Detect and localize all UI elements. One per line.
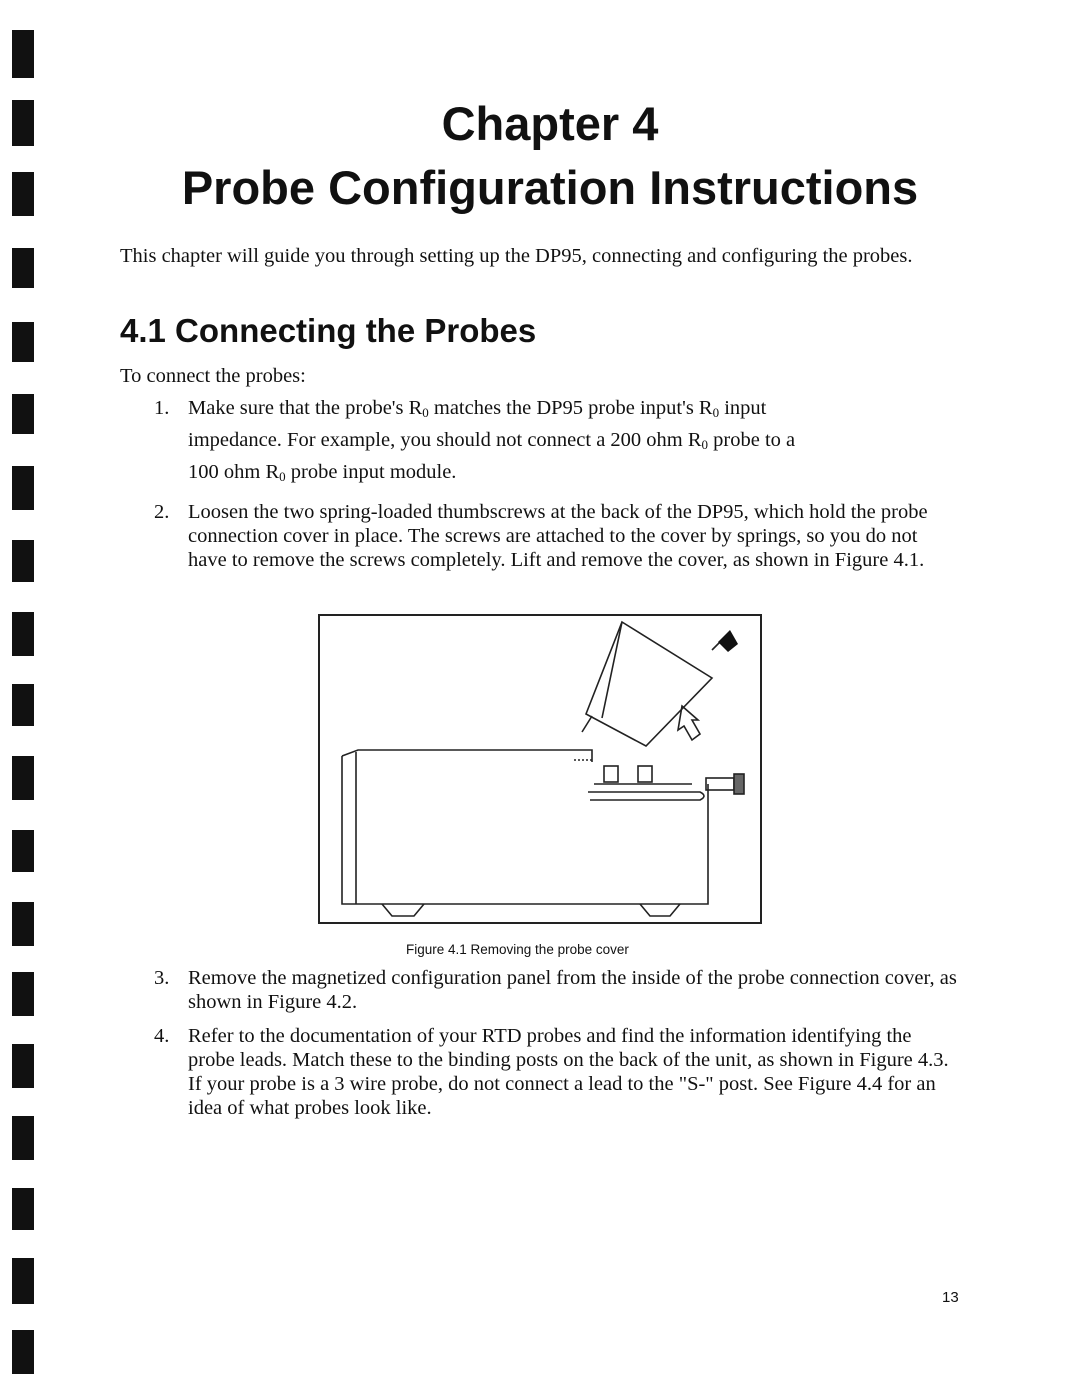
edge-mark	[12, 172, 34, 216]
binding-post	[638, 766, 652, 782]
edge-mark	[12, 1044, 34, 1088]
step-1-line-3	[188, 460, 456, 489]
thumbscrew-knob-icon	[718, 630, 738, 652]
edge-mark	[12, 1258, 34, 1304]
probe-cover-illustration	[320, 616, 760, 922]
rear-thumbscrew	[706, 778, 734, 790]
step-text-fragment: Make sure that the probe's R	[188, 397, 423, 419]
step-text-fragment: matches the DP95 probe input's R	[428, 397, 713, 419]
chapter-title: Chapter 4	[441, 97, 659, 150]
step-2-text: Loosen the two spring-loaded thumbscrews at the back of the DP95, which hold the probe connection cover in place. The screws are attached to the cover by springs, so you do not have to remove the screws completely. Lift and remove the cover, as shown in Figure 4.1.	[188, 501, 928, 571]
edge-mark	[12, 248, 34, 288]
lift-arrow-icon	[678, 706, 700, 740]
subscript: 0	[701, 437, 709, 452]
figure-caption: Figure 4.1 Removing the probe cover	[406, 942, 629, 957]
step-4-text: Refer to the documentation of your RTD probes and find the information identifying the probe leads. Match these to the binding posts on the back of the unit, as shown in Figure 4.3. If your probe is a 3 wire probe, do not connect a lead to the "S-" post. See Figure 4.4 for an idea of what probes look like.	[188, 1025, 949, 1119]
subscript: 0	[712, 405, 720, 420]
edge-mark	[12, 1330, 34, 1374]
edge-mark	[12, 322, 34, 362]
step-text-fragment: impedance. For example, you should not connect a 200 ohm R	[188, 429, 702, 451]
step-number: 3.	[154, 967, 170, 989]
page-number: 13	[942, 1289, 959, 1306]
step-1-line-2	[188, 428, 795, 457]
binder-edge-marks	[0, 0, 40, 1397]
edge-mark	[12, 756, 34, 800]
subscript: 0	[422, 405, 429, 420]
step-number: 1.	[154, 397, 170, 419]
edge-mark	[12, 830, 34, 872]
step-text-fragment: probe to a	[708, 429, 796, 451]
edge-mark	[12, 612, 34, 656]
step-number: 2.	[154, 501, 170, 523]
step-1-line-1	[188, 396, 766, 425]
edge-mark	[12, 1116, 34, 1160]
binding-post	[604, 766, 618, 782]
step-text-fragment: 100 ohm R	[188, 461, 280, 483]
chapter-subtitle: Probe Configuration Instructions	[181, 161, 919, 214]
edge-mark	[12, 684, 34, 726]
edge-mark	[12, 540, 34, 582]
section-heading: 4.1 Connecting the Probes	[120, 312, 537, 349]
edge-mark	[12, 972, 34, 1016]
edge-mark	[12, 394, 34, 434]
step-3-text: Remove the magnetized configuration panel from the inside of the probe connection cover, as shown in Figure 4.2.	[188, 967, 957, 1013]
figure-4-1	[318, 614, 762, 924]
lifted-cover-shape	[586, 622, 712, 746]
edge-mark	[12, 902, 34, 946]
step-number: 4.	[154, 1025, 170, 1047]
intro-paragraph: This chapter will guide you through setting up the DP95, connecting and configuring the probes.	[120, 245, 913, 267]
edge-mark	[12, 30, 34, 78]
unit-body	[342, 756, 708, 904]
lead-text: To connect the probes:	[120, 365, 306, 387]
step-text-fragment: probe input module.	[285, 461, 457, 483]
edge-mark	[12, 466, 34, 510]
edge-mark	[12, 1188, 34, 1230]
step-text-fragment: input	[719, 397, 767, 419]
subscript: 0	[279, 469, 286, 484]
edge-mark	[12, 100, 34, 146]
